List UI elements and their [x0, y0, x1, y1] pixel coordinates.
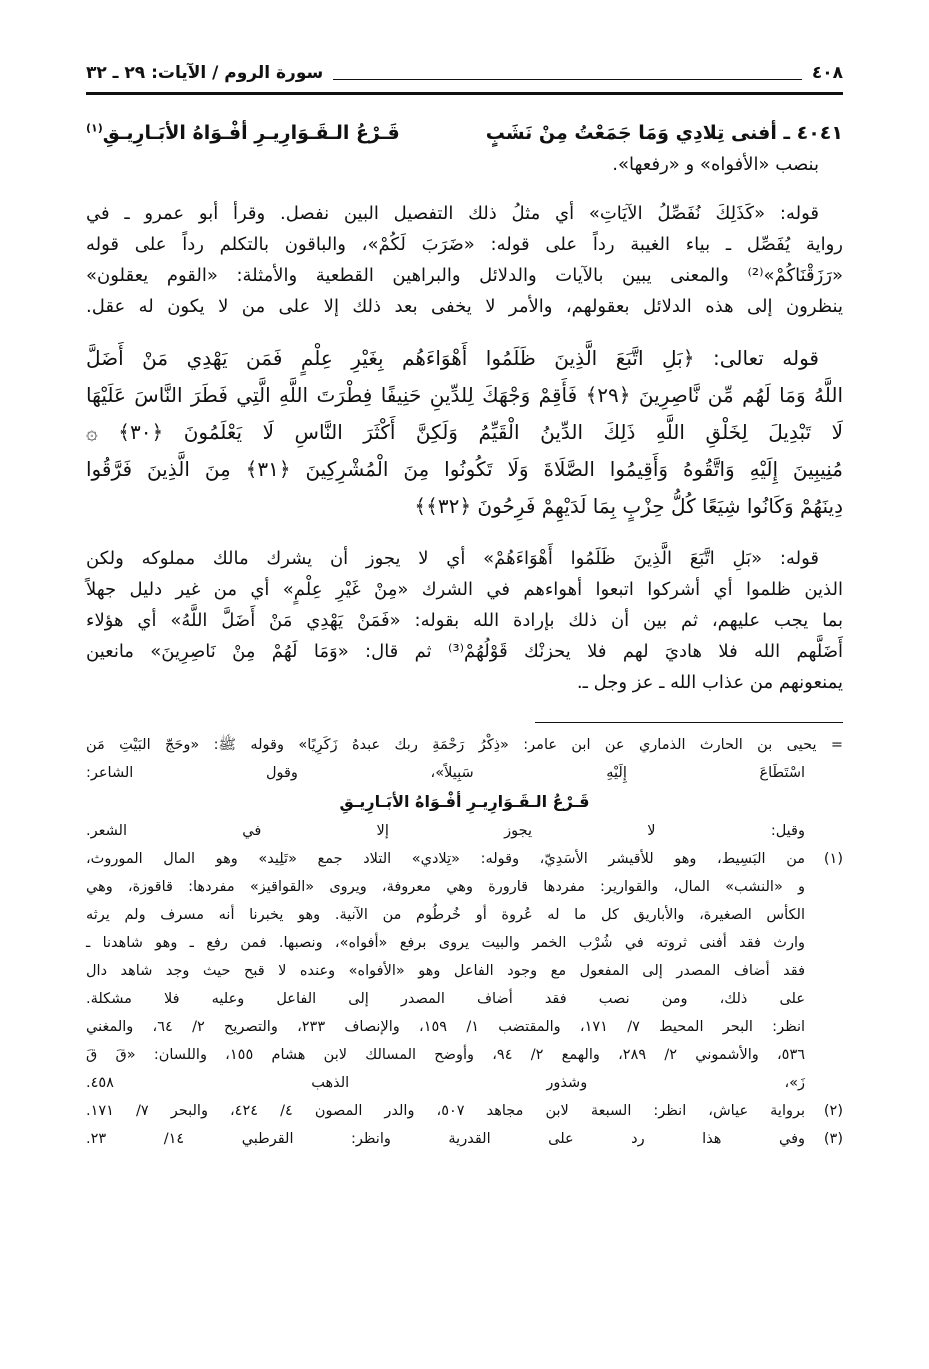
footnote-number: (٢)	[823, 1103, 843, 1119]
quran-line: لَا تَبْدِيلَ لِخَلْقِ اللَّهِ ذَلِكَ الدِّينُ الْقَيِّمُ وَلَكِنَّ أَكْثَرَ النَّاسِ لَا يَعْلَمُونَ ﴿٣٠﴾ ۞	[86, 420, 844, 444]
body-line: قوله: «كَذَلِكَ نُفَصِّلُ الآيَاتِ» أي مثلُ ذلك التفصيل البين نفصل. وقرأ أبو عمرو ـ في	[86, 203, 819, 224]
footnote-separator	[535, 722, 843, 723]
footnote-1	[86, 845, 843, 1097]
running-title: سورة الروم / الآيات: ٢٩ ـ ٣٢	[86, 63, 324, 83]
body-line: الذين ظلموا أي أشركوا اتبعوا أهواءهم في الشرك «مِنْ غَيْرِ عِلْمٍ» أي من غير دليل جهلاً	[86, 579, 843, 600]
footnote-2	[86, 1097, 843, 1125]
footnote-line: اسْتَطَاعَ إِلَيْهِ سَبِيلاً»، وقول الشاعر:	[86, 765, 805, 781]
quran-line: مُنِيبِينَ إِلَيْهِ وَاتَّقُوهُ وَأَقِيمُوا الصَّلَاةَ وَلَا تَكُونُوا مِنَ الْمُشْرِكِينَ ﴿٣١﴾ مِنَ الَّذِينَ فَرَّقُوا	[86, 457, 843, 481]
body-line: بما يجب عليهم، ثم بين أن ذلك بإرادة الله بقوله: «فَمَنْ يَهْدِي مَنْ أَضَلَّ اللَّهُ» أي هؤلاء	[86, 610, 843, 631]
body-line: ينظرون إلى هذه الدلائل بعقولهم، والأمر لا يخفى بعد ذلك إلا على من لا يكون له عقل.	[86, 296, 843, 317]
footnote-ref: (١)	[86, 121, 103, 135]
body-line: بنصب «الأفواه» و «رفعها».	[612, 154, 819, 175]
footnote-line: وفي هذا رد على القدرية وانظر: القرطبي ١٤/ ٢٣.	[86, 1131, 806, 1147]
body-line: يمنعونهم من عذاب الله ـ عز وجل ـ.	[576, 672, 843, 693]
body-line: أَضَلَّهم الله فلا هاديَ لهم فلا يحزنْك قَوْلُهُمْ⁽³⁾ ثم قال: «وَمَا لَهُمْ مِنْ نَاصِرِينَ» مانعين	[86, 641, 843, 662]
footnote-line: وارث فقد أفنى ثروته في شُرْب الخمر والبيت يروى برفع «أفواه»، ونصبها. فمن رفع ـ وهو شاهدنا ـ	[86, 935, 805, 951]
footnote-line: على ذلك، ومن نصب فقد أضاف المصدر إلى الفاعل وعليه فلا مشكلة.	[86, 991, 805, 1007]
footnote-number: (٣)	[823, 1131, 843, 1147]
hemistich-2: قَـرْعُ الـقَـوَارِيـرِ أفْـوَاهُ الأبَـارِيـقِ	[102, 122, 400, 144]
footnote-line: ٥٣٦، والأشموني ٢/ ٢٨٩، والهمع ٢/ ٩٤، وأوضح المسالك لابن هشام ١٥٥، واللسان: «قَ قَ	[86, 1047, 806, 1063]
footnote-line: من البَسِيط، وهو للأقيشر الأسَدِيّ، وقوله: «تِلادي» التلاد جمع «تَلِيد» وهو المال الموروث،	[86, 851, 805, 867]
hemistich-1: أفنى تِلادِي وَمَا جَمَعْتُ مِنْ نَشَبٍ	[485, 122, 777, 144]
footnote-line: = يحيى بن الحارث الذماري عن ابن عامر: «ذِكْرُ رَحْمَةِ ربك عبدهُ زَكَرِيًا» وقوله ﷺ: «وحَجّ البَيْتِ مَن	[86, 737, 843, 753]
body-line: قوله: «بَلِ اتَّبَعَ الَّذِينَ ظَلَمُوا أَهْوَاءَهُمْ» أي لا يجوز أن يشرك مالك مملوكه ولكن	[86, 548, 819, 569]
body-line: رواية يُفَصِّل ـ بياء الغيبة رداً على قوله: «ضَرَبَ لَكُمْ»، والباقون بالتكلم رداً على قوله	[86, 234, 843, 255]
footnote-line: برواية عياش، انظر: السبعة لابن مجاهد ٥٠٧، والدر المصون ٤/ ٤٢٤، والبحر ٧/ ١٧١.	[86, 1103, 806, 1119]
header-dash-line	[333, 79, 802, 80]
header-rule	[86, 92, 843, 95]
page-number: ٤٠٨	[811, 63, 843, 83]
footnote-3	[86, 1125, 843, 1153]
poetry-verse	[86, 117, 843, 149]
footnote-line: و «النشب» المال، والقوارير: مفردها قارورة وهي معروفة، ويروى «القواقيز» مفردها: قاقوزة، وهي	[86, 879, 805, 895]
running-header	[86, 60, 843, 86]
quran-line: اللَّهُ وَمَا لَهُم مِّن نَّاصِرِينَ ﴿٢٩﴾ فَأَقِمْ وَجْهَكَ لِلدِّينِ حَنِيفًا فِطْرَتَ اللَّهِ الَّتِي فَطَرَ النَّاسَ عَلَيْهَا	[86, 383, 843, 407]
body-line: «رَزَقْنَاكُمْ»⁽²⁾ والمعنى يبين بالآيات والدلائل والبراهين القطعية والأمثلة: «القوم يعقلون»	[86, 265, 843, 286]
quran-line: قوله تعالى: ﴿بَلِ اتَّبَعَ الَّذِينَ ظَلَمُوا أَهْوَاءَهُم بِغَيْرِ عِلْمٍ فَمَن يَهْدِي مَنْ أَضَلَّ	[86, 346, 819, 370]
footnote-line: وقيل: لا يجوز إلا في الشعر.	[86, 823, 805, 839]
footnote-line: زَ»، وشذور الذهب ٤٥٨.	[86, 1075, 805, 1091]
footnote-line: فقد أضاف المصدر إلى المفعول مع وجود الفاعل وهو «الأفواه» وعنده لا قبح حيث وجد شاهد دال	[86, 963, 805, 979]
footnote-line: انظر: البحر المحيط ٧/ ١٧١، والمقتضب ١/ ١٥٩، والإنصاف ٢٣٣، والتصريح ٢/ ٦٤، والمغني	[86, 1019, 806, 1035]
footnote-verse: قَـرْعُ الـقَـوَارِيـرِ أفْـوَاهُ الأبَـارِيـقِ	[339, 792, 590, 811]
verse-number: ٤٠٤١ ـ	[783, 122, 843, 144]
footnote-line: الكأس الصغيرة، والأباريق كل ما له عُروة أو خُرطُوم من الآنية. وهو يخبرنا أنه مسرف ولم يرثه	[86, 907, 805, 923]
footnote-number: (١)	[823, 851, 843, 867]
quran-line: دِينَهُمْ وَكَانُوا شِيَعًا كُلُّ حِزْبٍ بِمَا لَدَيْهِمْ فَرِحُونَ ﴿٣٢﴾﴾	[414, 494, 843, 518]
